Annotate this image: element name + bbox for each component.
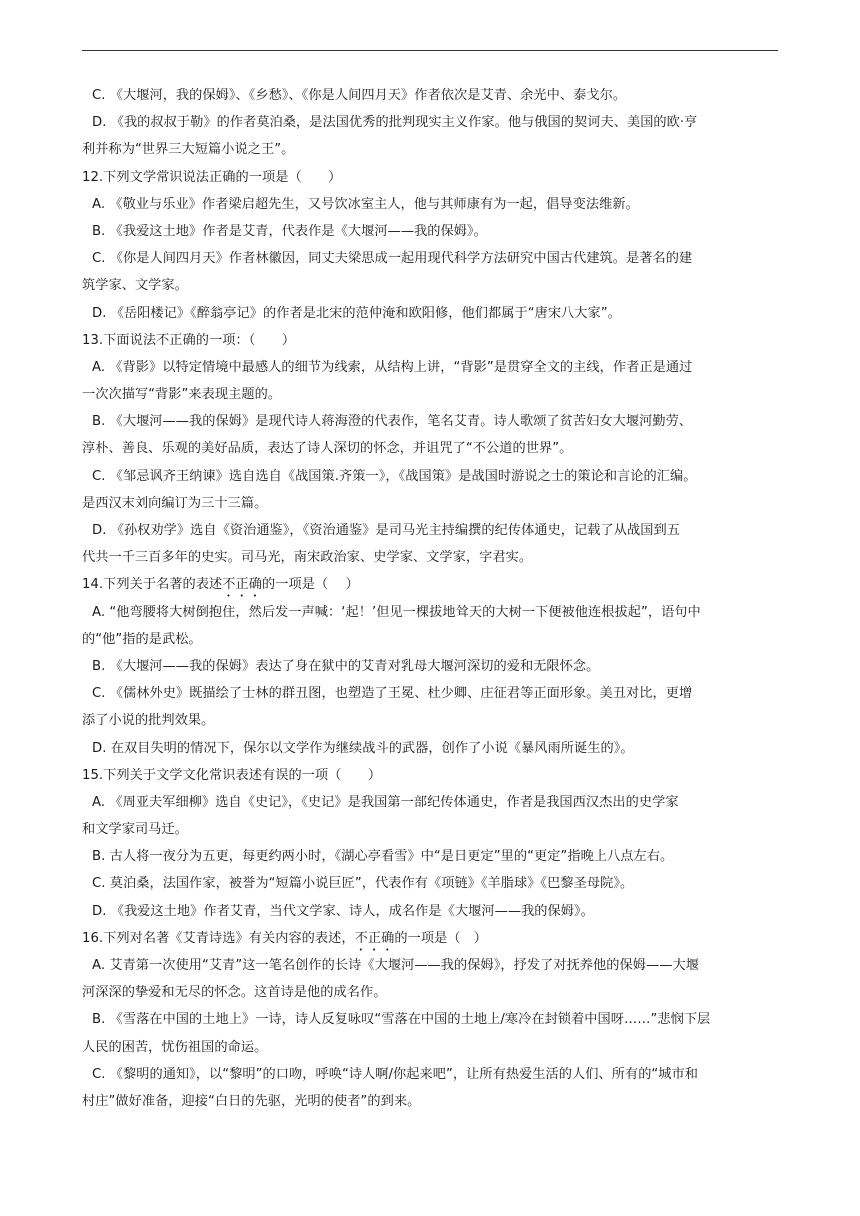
option-15-d: [82, 898, 782, 925]
option-12-c-cont: [82, 272, 782, 299]
option-label: B.: [92, 223, 110, 239]
question-stem: [82, 571, 782, 598]
option-label: B.: [92, 658, 110, 674]
option-13-c: [82, 463, 782, 490]
question-stem: [82, 327, 782, 354]
option-text: 利并称为“世界三大短篇小说之王”。: [82, 142, 295, 158]
option-text: 《大堰河，我的保姆》、《乡愁》、《你是人间四月天》作者依次是艾青、余光中、泰戈尔。: [109, 88, 627, 103]
option-14-c-cont: [82, 707, 782, 734]
option-16-b: [82, 1006, 782, 1033]
option-text: 艾青第一次使用“艾青”这一笔名创作的长诗《大堰河——我的保姆》，抒发了对抚养他的保姆——大堰: [109, 958, 699, 973]
option-text: 古人将一夜分为五更，每更约两小时，《湖心亭看雪》中“是日更定”里的“更定”指晚上八点左右。: [109, 849, 674, 865]
emphasis-text: 不正确: [354, 930, 395, 946]
option-label: C.: [92, 88, 110, 103]
option-16-c-cont: [82, 1088, 782, 1115]
option-text: “他弯腰将大树倒抱住，然后发一声喊：‘起！’但见一棵拔地耸天的大树一下便被他连根拔起”，语句中: [109, 604, 701, 620]
option-label: B.: [92, 414, 110, 430]
option-label: B.: [92, 1012, 110, 1028]
option-text: 《我爱这土地》作者是艾青，代表作是《大堰河——我的保姆》。: [109, 223, 487, 239]
question-number: 13.: [82, 332, 104, 348]
option-text: 在双目失明的情况下，保尔以文学作为继续战斗的武器，创作了小说《暴风雨所诞生的》。: [110, 740, 634, 756]
option-text: 《孙权劝学》选自《资治通鉴》，《资治通鉴》是司马光主持编撰的纪传体通史，记载了从战国到五: [110, 523, 680, 538]
option-text: 《大堰河——我的保姆》表达了身在狱中的艾青对乳母大堰河深切的爱和无限怀念。: [109, 658, 600, 674]
option-15-a: [82, 789, 782, 816]
option-text: 《我爱这土地》作者艾青，当代文学家、诗人，成名作是《大堰河——我的保姆》。: [110, 903, 594, 919]
option-label: C.: [92, 468, 110, 484]
option-text: 添了小说的批判效果。: [82, 713, 215, 729]
option-15-a-cont: [82, 816, 782, 843]
option-14-d: [82, 735, 782, 762]
header-rule: [82, 50, 778, 51]
option-14-c: [82, 680, 782, 707]
option-label: A.: [92, 958, 110, 973]
option-13-b-cont: [82, 435, 782, 462]
option-16-b-cont: [82, 1034, 782, 1061]
question-text: 下列对名著《艾青诗选》有关内容的表述，: [103, 930, 355, 946]
option-text: 人民的困苦，忧伤祖国的命运。: [82, 1039, 268, 1055]
option-14-b: [82, 653, 782, 680]
question-number: 14.: [82, 577, 104, 593]
option-text: 《我的叔叔于勒》的作者莫泊桑，是法国优秀的批判现实主义作家。他与俄国的契诃夫、美国的欧·亨: [110, 115, 698, 131]
option-text: 河深深的挚爱和无尽的怀念。这首诗是他的成名作。: [82, 985, 387, 1001]
question-text: 下列文学常识说法正确的一项是（ ）: [103, 169, 342, 185]
option-text: 村庄”做好准备，迎接“白日的先驱，光明的使者”的到来。: [82, 1093, 421, 1109]
option-text: 《岳阳楼记》《醉翁亭记》的作者是北宋的范仲淹和欧阳修，他们都属于“唐宋八大家”。: [110, 305, 621, 321]
option-text: 《你是人间四月天》作者林徽因，同丈夫梁思成一起用现代科学方法研究中国古代建筑。是著名的建: [109, 251, 693, 267]
option-15-c: [82, 870, 782, 897]
option-text: 《敬业与乐业》作者梁启超先生，又号饮冰室主人，他与其师康有为一起，倡导变法维新。: [109, 196, 639, 212]
option-label: D.: [92, 523, 111, 538]
option-text: 和文学家司马迁。: [82, 822, 188, 838]
emphasis-text: 不正确: [222, 577, 262, 593]
option-text: 《背影》以特定情境中最感人的细节为线索，从结构上讲，“背影”是贯穿全文的主线，作者正是通过: [109, 359, 693, 375]
option-label: A.: [92, 604, 110, 620]
option-text: 一次次描写“背影”来表现主题的。: [82, 387, 282, 403]
option-label: A.: [92, 196, 110, 212]
option-text: 《邹忌讽齐王纳谏》选自选自《战国策.齐策一》，《战国策》是战国时游说之士的策论和言论的汇编。: [109, 468, 697, 484]
question-12: [82, 164, 782, 327]
option-label: D.: [92, 305, 111, 321]
option-15-b: [82, 843, 782, 870]
option-13-a-cont: [82, 381, 782, 408]
option-16-c: [82, 1061, 782, 1088]
option-text: 《儒林外史》既描绘了士林的群丑图，也塑造了王冕、杜少卿、庄征君等正面形象。美丑对比，更增: [109, 686, 693, 702]
option-12-a: [82, 191, 782, 218]
option-12-c: [82, 245, 782, 272]
document-body: [82, 82, 782, 1115]
option-label: C.: [92, 686, 110, 702]
option-label: D.: [92, 903, 111, 919]
question-15: [82, 762, 782, 925]
option-13-a: [82, 354, 782, 381]
option-text: 的“他”指的是武松。: [82, 631, 202, 647]
option-text: 筑学家、文学家。: [82, 278, 188, 294]
option-label: C.: [92, 1066, 110, 1082]
question-text: 的一项是（ ）: [394, 930, 488, 946]
option-text: 淳朴、善良、乐观的美好品质，表达了诗人深切的怀念，并诅咒了“不公道的世界”。: [82, 441, 573, 457]
option-label: A.: [92, 794, 110, 810]
option-text: 《周亚夫军细柳》选自《史记》，《史记》是我国第一部纪传体通史，作者是我国西汉杰出的史学家: [109, 794, 679, 810]
option-14-a: [82, 599, 782, 626]
question-stem: [82, 164, 782, 191]
option-12-b: [82, 218, 782, 245]
option-label: D.: [92, 740, 111, 756]
option-label: A.: [92, 359, 110, 375]
option-16-a: [82, 952, 782, 979]
option-text: 莫泊桑，法国作家，被誉为“短篇小说巨匠”，代表作有《项链》《羊脂球》《巴黎圣母院》。: [109, 876, 634, 892]
question-number: 12.: [82, 169, 104, 185]
question-stem: [82, 762, 782, 789]
option-text: 《大堰河——我的保姆》是现代诗人蒋海澄的代表作，笔名艾青。诗人歌颂了贫苦妇女大堰河勤劳、: [109, 414, 693, 430]
option-line: [82, 82, 782, 109]
option-text: 《雪落在中国的土地上》一诗，诗人反复咏叹“雪落在中国的土地上/寒冷在封锁着中国呀……”悲悯下层: [109, 1012, 711, 1028]
question-text: 的一项是（ ）: [261, 577, 359, 593]
question-text: 下列关于文学文化常识表述有误的一项（ ）: [103, 767, 382, 783]
option-text: 《黎明的通知》，以“黎明”的口吻，呼唤“诗人啊/你起来吧”，让所有热爱生活的人们、所有的“城市和: [109, 1066, 699, 1082]
question-13: [82, 327, 782, 572]
option-label: C.: [92, 251, 110, 267]
option-13-d: [82, 517, 782, 544]
option-11-c: [82, 82, 782, 109]
option-12-d: [82, 300, 782, 327]
option-line: [82, 109, 782, 136]
option-13-c-cont: [82, 490, 782, 517]
option-label: D.: [92, 115, 111, 131]
option-14-a-cont: [82, 626, 782, 653]
option-16-a-cont: [82, 979, 782, 1006]
question-text: 下面说法不正确的一项：（ ）: [103, 332, 296, 348]
option-line: [82, 136, 782, 163]
option-13-d-cont: [82, 544, 782, 571]
option-text: 是西汉末刘向编订为三十三篇。: [82, 495, 268, 511]
question-16: [82, 925, 782, 1115]
question-stem: [82, 925, 782, 952]
question-number: 15.: [82, 767, 104, 783]
question-14: [82, 571, 782, 761]
question-text: 下列关于名著的表述: [103, 577, 223, 593]
option-label: C.: [92, 876, 110, 892]
option-text: 代共一千三百多年的史实。司马光，南宋政治家、史学家、文学家，字君实。: [82, 550, 533, 566]
option-11-d: [82, 109, 782, 163]
question-number: 16.: [82, 930, 104, 946]
option-13-b: [82, 408, 782, 435]
option-label: B.: [92, 849, 110, 865]
